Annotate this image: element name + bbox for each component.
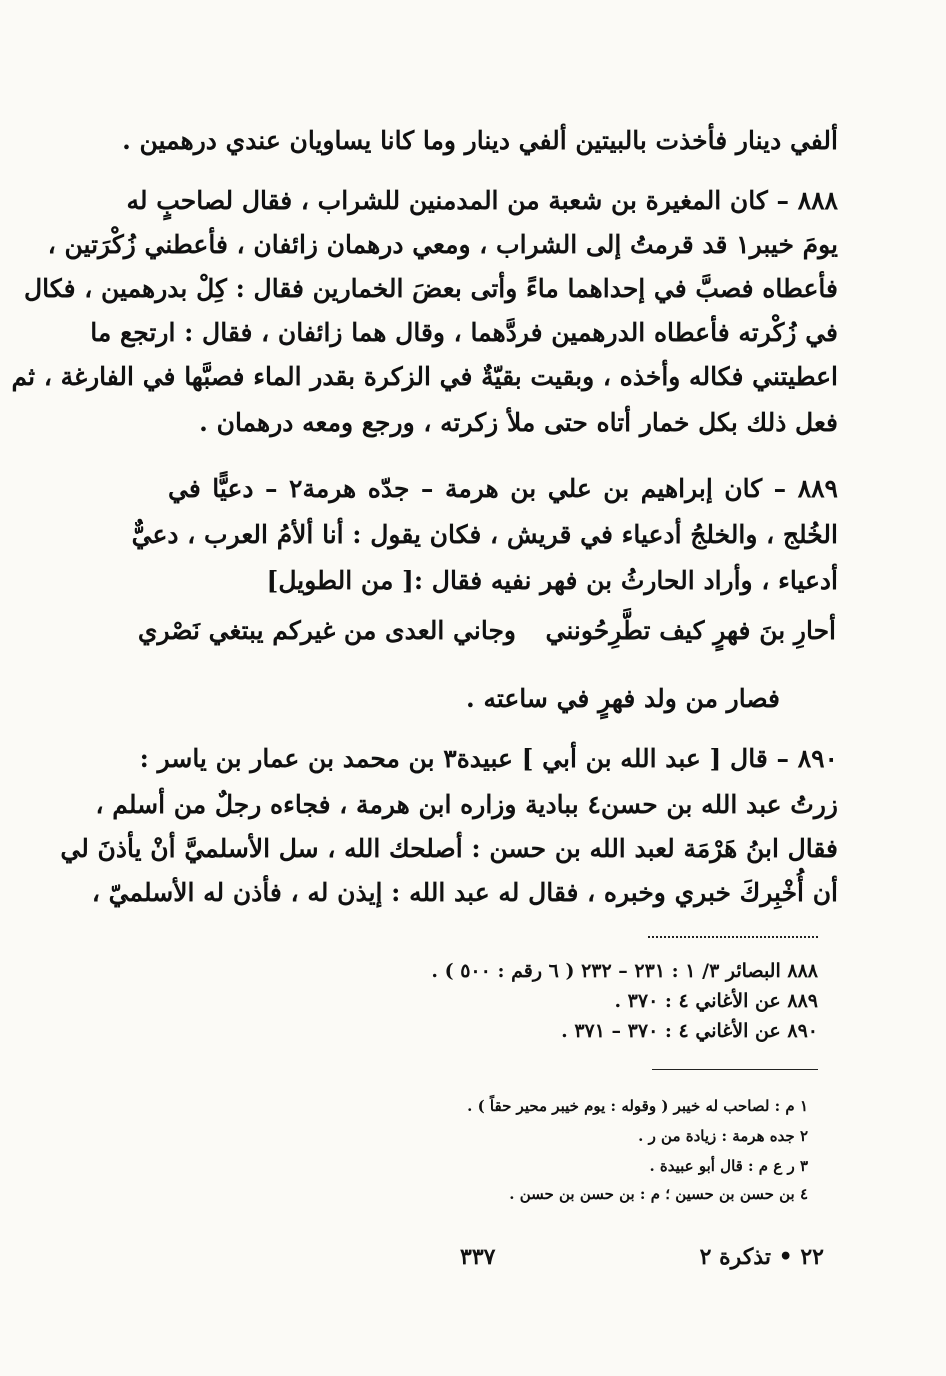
- p888-line-2: يومَ خيبر١ قد قرمتُ إلى الشراب ، ومعي درهمان زائفان ، فأعطني زُكْرَتين ،: [47, 230, 838, 259]
- p888-line-5: اعطيتني فكاله وأخذه ، وبقيت بقيّةٌ في الزكرة بقدر الماء فصبَّها في الفارغة ، ثم: [11, 362, 838, 391]
- source-890: ٨٩٠ عن الأغاني ٤ : ٣٧٠ – ٣٧١ .: [561, 1020, 818, 1042]
- footnote-1: ١ م : لصاحب له خيبر ( وقوله : يوم خيبر محير حقاً ) .: [467, 1097, 808, 1115]
- p889-after-verse: فصار من ولد فهرٍ في ساعته .: [466, 684, 780, 713]
- verse-hemistich-left: أحارِ بنَ فهرٍ كيف تطَّرِحُونني: [545, 616, 836, 645]
- p890-line-2: زرتُ عبد الله بن حسن٤ ببادية وزاره ابن هرمة ، فجاءه رجلٌ من أسلم ،: [95, 790, 838, 819]
- footnote-rule: [652, 1069, 818, 1070]
- verse-hemistich-right: وجاني العدى من غيركم يبتغي نَصْري: [137, 616, 516, 645]
- source-889: ٨٨٩ عن الأغاني ٤ : ٣٧٠ .: [614, 990, 818, 1012]
- p888-line-1: ٨٨٨ – كان المغيرة بن شعبة من المدمنين للشراب ، فقال لصاحبٍ له: [126, 186, 838, 215]
- source-888: ٨٨٨ البصائر ٣/ ١ : ٢٣١ – ٢٣٢ ( ٦ رقم : ٥٠٠ ) .: [431, 960, 818, 982]
- p889-line-2: الخُلج ، والخلجُ أدعياء في قريش ، فكان يقول : أنا ألأمُ العرب ، دعيٌّ: [131, 520, 838, 549]
- dotted-separator: [648, 936, 818, 938]
- p888-line-4: في زُكْرته فأعطاه الدرهمين فردَّهما ، وقال هما زائفان ، فقال : ارتجع ما: [90, 318, 838, 347]
- p890-line-3: فقال ابنُ هَرْمَة لعبد الله بن حسن : أصلحك الله ، سل الأسلميَّ أنْ يأذنَ لي: [60, 834, 838, 863]
- footnote-4: ٤ بن حسن بن حسين ؛ م : بن حسن بن حسن .: [509, 1185, 808, 1203]
- page-number: ٣٣٧: [460, 1244, 496, 1270]
- intro-line: ألفي دينار فأخذت بالبيتين ألفي دينار وما كانا يساويان عندي درهمين .: [122, 126, 838, 155]
- p889-line-3: أدعياء ، وأراد الحارثُ بن فهر نفيه فقال :[ من الطويل]: [266, 566, 838, 595]
- p889-line-1: ٨٨٩ – كان إبراهيم بن علي بن هرمة – جدّه هرمة٢ – دعيًّا في: [168, 474, 838, 503]
- p888-line-3: فأعطاه فصبَّ في إحداهما ماءً وأتى بعضَ الخمارين فقال : كِلْ بدرهمين ، فكال: [23, 274, 838, 303]
- printer-signature: ٢٢ • تذكرة ٢: [699, 1244, 824, 1270]
- footnote-2: ٢ جده هرمة : زيادة من ر .: [638, 1127, 808, 1145]
- p888-line-6: فعل ذلك بكل خمار أتاه حتى ملأ زكرته ، ورجع ومعه درهمان .: [199, 408, 838, 437]
- p890-line-1: ٨٩٠ – قال [ عبد الله بن أبي ] عبيدة٣ بن محمد بن عمار بن ياسر :: [139, 744, 838, 773]
- p890-line-4: أن أُخْبِركَ خبري وخبره ، فقال له عبد الله : إيذن له ، فأذن له الأسلميّ ،: [91, 878, 838, 907]
- footnote-3: ٣ ر ع م : قال أبو عبيدة .: [649, 1157, 808, 1175]
